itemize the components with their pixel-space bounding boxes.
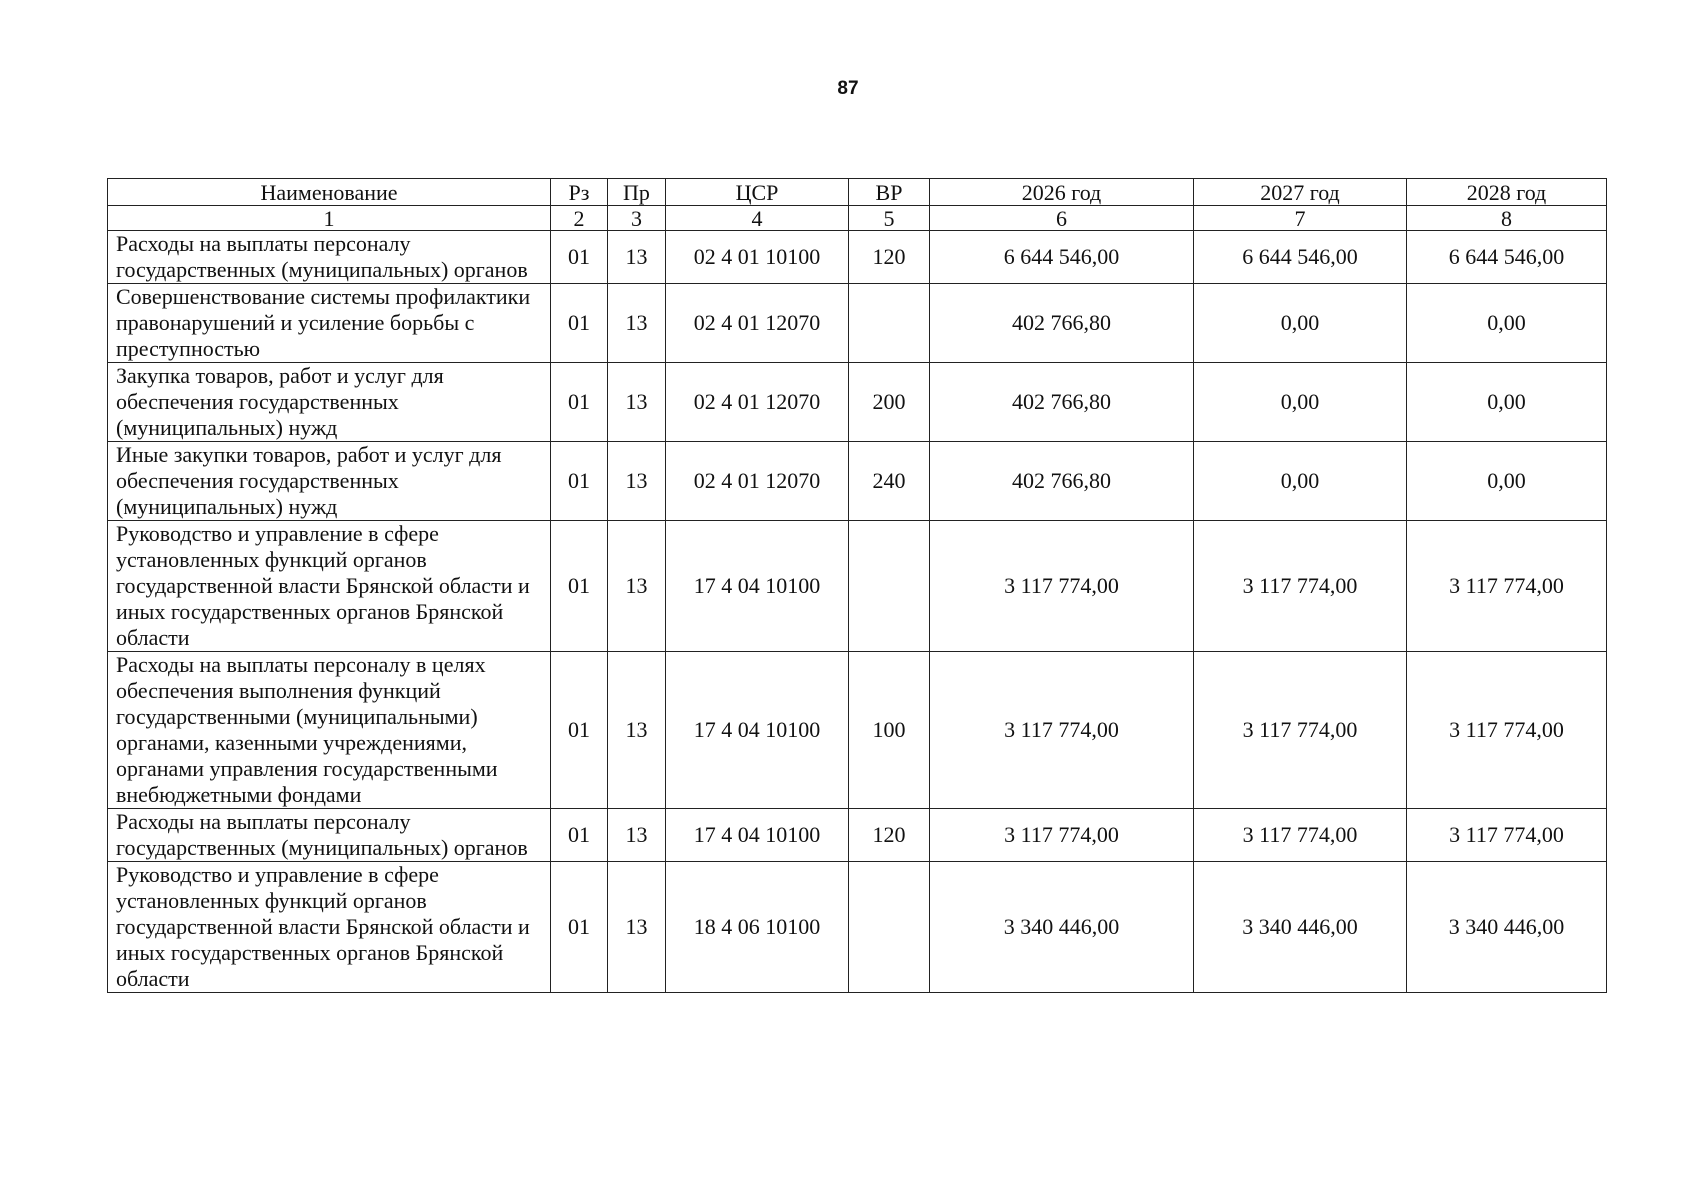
- row-vr-cell: 100: [849, 652, 930, 809]
- row-2027-cell: 3 117 774,00: [1194, 652, 1407, 809]
- header-row: [108, 179, 1607, 206]
- header-cell-2026: 2026 год: [930, 179, 1194, 206]
- row-vr-cell: 120: [849, 809, 930, 862]
- row-pr-cell: 13: [608, 231, 666, 284]
- header-cell-csr: ЦСР: [666, 179, 849, 206]
- row-2027-cell: 0,00: [1194, 284, 1407, 363]
- row-2028-cell: 0,00: [1407, 363, 1607, 442]
- row-name-cell: Руководство и управление в сфере установленных функций органов государственной власти Брянской области и иных государственных органов Брянской области: [108, 521, 551, 652]
- header-cell-rz: Рз: [551, 179, 608, 206]
- row-2028-cell: 3 117 774,00: [1407, 652, 1607, 809]
- row-2026-cell: 402 766,80: [930, 284, 1194, 363]
- row-csr-cell: 17 4 04 10100: [666, 652, 849, 809]
- row-name-cell: Закупка товаров, работ и услуг для обеспечения государственных (муниципальных) нужд: [108, 363, 551, 442]
- row-2026-cell: 6 644 546,00: [930, 231, 1194, 284]
- row-name-cell: Совершенствование системы профилактики правонарушений и усиление борьбы с преступностью: [108, 284, 551, 363]
- row-name-cell: Руководство и управление в сфере установленных функций органов государственной власти Брянской области и иных государственных органов Брянской области: [108, 862, 551, 993]
- row-2027-cell: 0,00: [1194, 363, 1407, 442]
- header-cell-2027: 2027 год: [1194, 179, 1407, 206]
- row-csr-cell: 02 4 01 12070: [666, 442, 849, 521]
- row-rz-cell: 01: [551, 652, 608, 809]
- row-2026-cell: 402 766,80: [930, 363, 1194, 442]
- row-2026-cell: 3 117 774,00: [930, 652, 1194, 809]
- row-pr-cell: 13: [608, 284, 666, 363]
- row-2026-cell: 402 766,80: [930, 442, 1194, 521]
- header-cell-2028: 2028 год: [1407, 179, 1607, 206]
- row-csr-cell: 18 4 06 10100: [666, 862, 849, 993]
- column-number-row: [108, 206, 1607, 231]
- row-2026-cell: 3 117 774,00: [930, 521, 1194, 652]
- row-2027-cell: 3 117 774,00: [1194, 521, 1407, 652]
- row-csr-cell: 02 4 01 12070: [666, 363, 849, 442]
- row-name-cell: Иные закупки товаров, работ и услуг для обеспечения государственных (муниципальных) нужд: [108, 442, 551, 521]
- row-2027-cell: 3 340 446,00: [1194, 862, 1407, 993]
- table-row: [108, 521, 1607, 652]
- row-csr-cell: 02 4 01 10100: [666, 231, 849, 284]
- row-2026-cell: 3 117 774,00: [930, 809, 1194, 862]
- row-rz-cell: 01: [551, 231, 608, 284]
- row-name-cell: Расходы на выплаты персоналу государственных (муниципальных) органов: [108, 231, 551, 284]
- page-number: 87: [837, 78, 859, 99]
- row-2028-cell: 0,00: [1407, 442, 1607, 521]
- row-2027-cell: 6 644 546,00: [1194, 231, 1407, 284]
- header-cell-pr: Пр: [608, 179, 666, 206]
- row-rz-cell: 01: [551, 442, 608, 521]
- row-rz-cell: 01: [551, 809, 608, 862]
- table-row: [108, 862, 1607, 993]
- row-rz-cell: 01: [551, 521, 608, 652]
- table-row: [108, 652, 1607, 809]
- row-vr-cell: 240: [849, 442, 930, 521]
- table-row: [108, 363, 1607, 442]
- row-rz-cell: 01: [551, 862, 608, 993]
- row-rz-cell: 01: [551, 363, 608, 442]
- table-row: [108, 231, 1607, 284]
- table-row: [108, 284, 1607, 363]
- column-number: 3: [608, 206, 666, 231]
- row-pr-cell: 13: [608, 442, 666, 521]
- row-2028-cell: 3 340 446,00: [1407, 862, 1607, 993]
- row-csr-cell: 17 4 04 10100: [666, 809, 849, 862]
- column-number: 6: [930, 206, 1194, 231]
- column-number: 5: [849, 206, 930, 231]
- header-cell-vr: ВР: [849, 179, 930, 206]
- row-vr-cell: [849, 862, 930, 993]
- column-number: 4: [666, 206, 849, 231]
- row-csr-cell: 17 4 04 10100: [666, 521, 849, 652]
- row-2028-cell: 3 117 774,00: [1407, 809, 1607, 862]
- row-rz-cell: 01: [551, 284, 608, 363]
- row-2026-cell: 3 340 446,00: [930, 862, 1194, 993]
- row-pr-cell: 13: [608, 652, 666, 809]
- row-2028-cell: 0,00: [1407, 284, 1607, 363]
- table-row: [108, 809, 1607, 862]
- row-vr-cell: 200: [849, 363, 930, 442]
- column-number: 2: [551, 206, 608, 231]
- row-pr-cell: 13: [608, 363, 666, 442]
- row-name-cell: Расходы на выплаты персоналу государственных (муниципальных) органов: [108, 809, 551, 862]
- row-2028-cell: 6 644 546,00: [1407, 231, 1607, 284]
- column-number: 8: [1407, 206, 1607, 231]
- row-vr-cell: [849, 521, 930, 652]
- budget-table: [107, 178, 1607, 993]
- row-2027-cell: 0,00: [1194, 442, 1407, 521]
- row-2028-cell: 3 117 774,00: [1407, 521, 1607, 652]
- row-pr-cell: 13: [608, 521, 666, 652]
- row-name-cell: Расходы на выплаты персоналу в целях обеспечения выполнения функций государственными (муниципальными) органами, казенными учреждениями, органами управления государственными внебюджетными фондами: [108, 652, 551, 809]
- row-csr-cell: 02 4 01 12070: [666, 284, 849, 363]
- row-pr-cell: 13: [608, 862, 666, 993]
- column-number: 1: [108, 206, 551, 231]
- row-vr-cell: 120: [849, 231, 930, 284]
- row-2027-cell: 3 117 774,00: [1194, 809, 1407, 862]
- table-row: [108, 442, 1607, 521]
- row-vr-cell: [849, 284, 930, 363]
- row-pr-cell: 13: [608, 809, 666, 862]
- column-number: 7: [1194, 206, 1407, 231]
- header-cell-name: Наименование: [108, 179, 551, 206]
